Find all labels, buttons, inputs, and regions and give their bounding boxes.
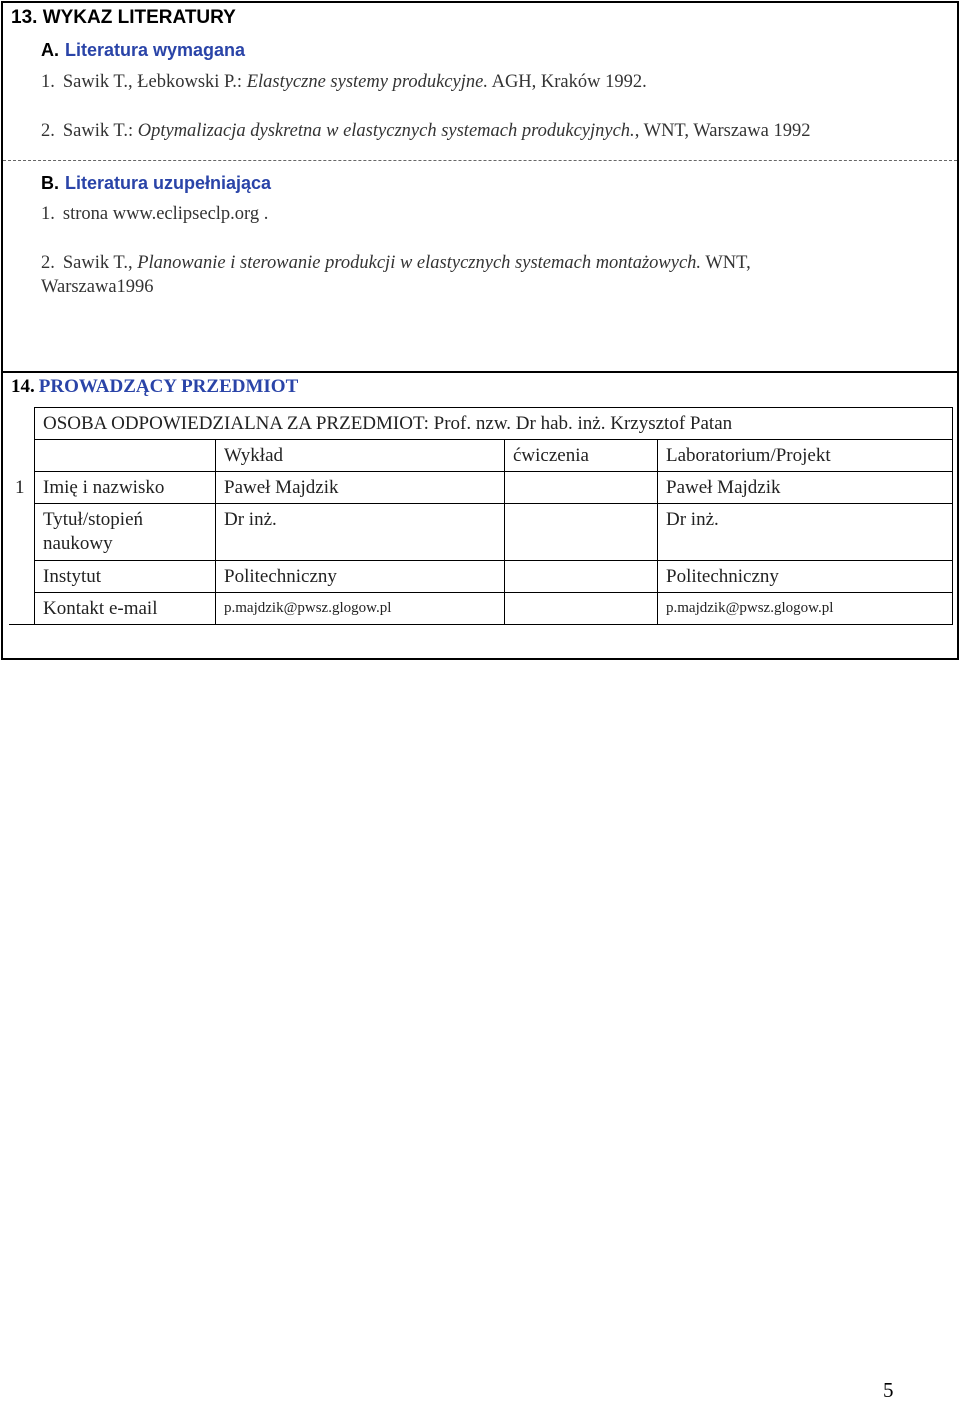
cell-exercises — [505, 593, 658, 625]
literature-heading: 13. WYKAZ LITERATURY — [11, 7, 236, 28]
cell-exercises — [505, 504, 658, 561]
responsible-row — [9, 408, 953, 440]
column-lab: Laboratorium/Projekt — [658, 440, 953, 472]
item-title: Planowanie i sterowanie produkcji w elastycznych systemach montażowych. — [137, 253, 702, 273]
item-author: Sawik T.: — [62, 121, 134, 141]
row-label: Imię i nazwisko — [35, 472, 216, 504]
required-item-2 — [41, 121, 810, 142]
row-label: Tytuł/stopień naukowy — [35, 504, 216, 561]
cell-lab: Politechniczny — [658, 561, 953, 593]
cell-lecture: Paweł Majdzik — [216, 472, 505, 504]
item-publisher-continued: Warszawa1996 — [41, 277, 154, 297]
page-number: 5 — [883, 1378, 894, 1402]
supplementary-item-2 — [41, 253, 751, 274]
dashed-divider — [3, 160, 957, 161]
column-header-row — [9, 440, 953, 472]
item-publisher: AGH, Kraków 1992. — [491, 72, 647, 92]
instructors-title: PROWADZĄCY PRZEDMIOT — [38, 376, 299, 397]
supplementary-title: Literatura uzupełniająca — [65, 173, 272, 193]
item-number: 1. — [41, 204, 55, 224]
required-literature-heading — [41, 40, 245, 61]
item-title: Optymalizacja dyskretna w elastycznych systemach produkcyjnych. — [137, 121, 635, 141]
supplementary-letter: B. — [41, 173, 59, 193]
item-number: 2. — [41, 253, 55, 273]
item-number: 2. — [41, 121, 55, 141]
table-row — [9, 561, 953, 593]
table-row — [9, 593, 953, 625]
supplementary-literature-heading — [41, 173, 271, 194]
required-title: Literatura wymagana — [65, 40, 246, 60]
item-number: 1. — [41, 72, 55, 92]
item-author: Sawik T., Łebkowski P.: — [62, 72, 243, 92]
table-row — [9, 504, 953, 561]
responsible-person: OSOBA ODPOWIEDZIALNA ZA PRZEDMIOT: Prof. nzw. Dr hab. inż. Krzysztof Patan — [35, 408, 953, 440]
literature-section — [1, 1, 959, 373]
cell-lecture: p.majdzik@pwsz.glogow.pl — [216, 593, 505, 625]
supplementary-item-2-continued — [41, 277, 154, 298]
cell-lecture: Dr inż. — [216, 504, 505, 561]
instructors-number: 14. — [11, 376, 35, 397]
item-text: strona www.eclipseclp.org . — [62, 204, 269, 224]
item-title: Elastyczne systemy produkcyjne. — [246, 72, 488, 92]
row-index: 1 — [9, 472, 35, 504]
instructors-section — [1, 370, 959, 660]
item-author: Sawik T., — [62, 253, 133, 273]
item-publisher: , WNT, Warszawa 1992 — [634, 121, 811, 141]
table-row — [9, 472, 953, 504]
row-label: Instytut — [35, 561, 216, 593]
cell-exercises — [505, 472, 658, 504]
item-publisher: WNT, — [705, 253, 751, 273]
required-letter: A. — [41, 40, 59, 60]
instructors-table — [9, 407, 953, 625]
required-item-1 — [41, 72, 647, 93]
instructors-heading — [11, 376, 298, 398]
supplementary-item-1 — [41, 204, 268, 225]
column-exercises: ćwiczenia — [505, 440, 658, 472]
cell-lecture: Politechniczny — [216, 561, 505, 593]
cell-lab: Paweł Majdzik — [658, 472, 953, 504]
cell-exercises — [505, 561, 658, 593]
row-label: Kontakt e-mail — [35, 593, 216, 625]
cell-lab: p.majdzik@pwsz.glogow.pl — [658, 593, 953, 625]
cell-lab: Dr inż. — [658, 504, 953, 561]
column-lecture: Wykład — [216, 440, 505, 472]
